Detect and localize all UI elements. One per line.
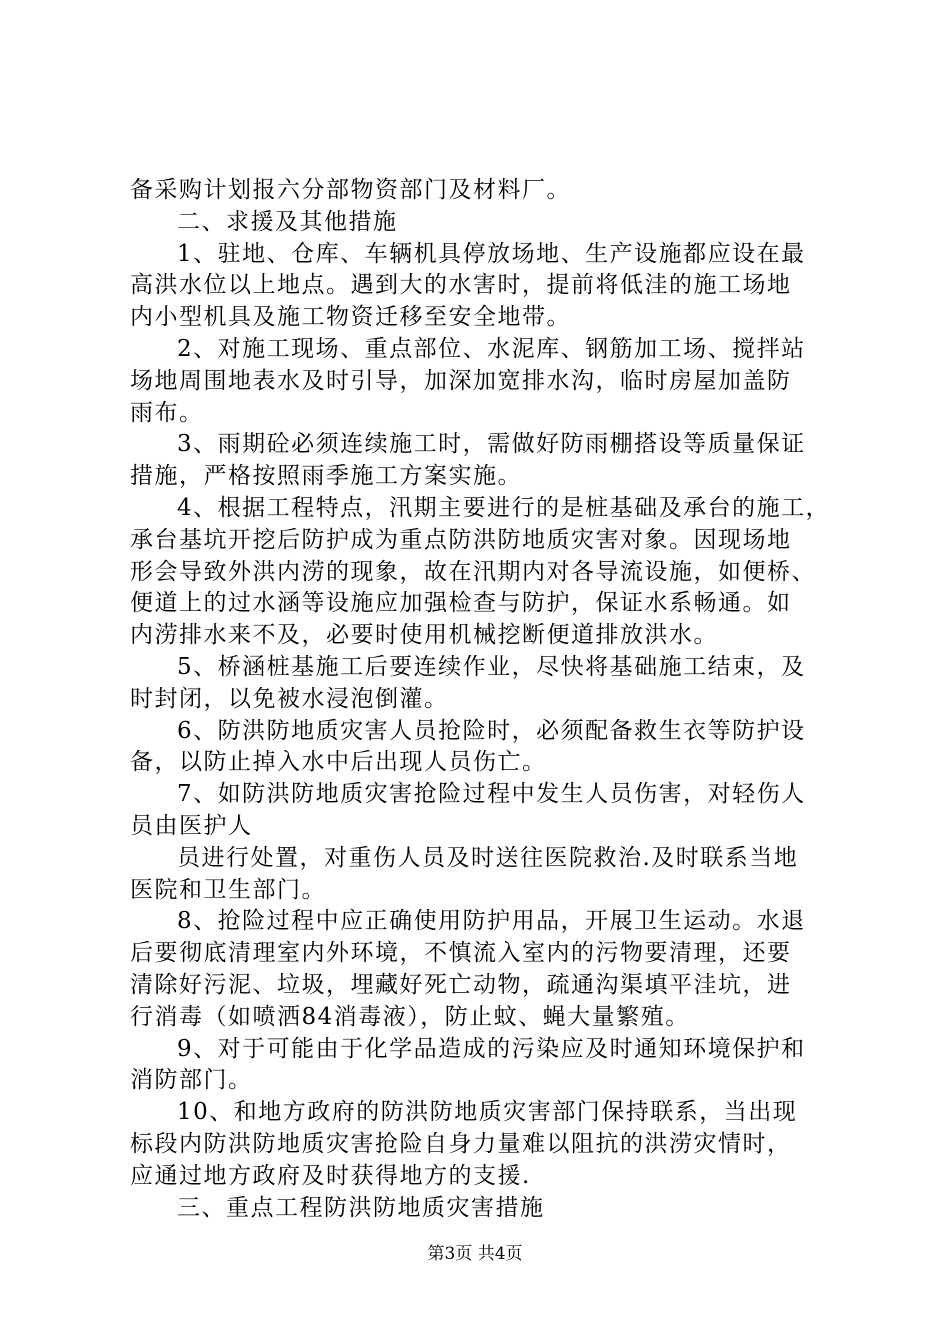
text-line: 雨布。 [130, 400, 204, 426]
text-line: 消防部门。 [130, 1067, 253, 1093]
text-line: 行消毒（如喷洒84消毒液），防止蚊、蝇大量繁殖。 [130, 1004, 690, 1030]
text-line: 医院和卫生部门。 [130, 877, 326, 903]
text-line: 内小型机具及施工物资迁移至安全地带。 [130, 304, 571, 330]
text-line: 5、桥涵桩基施工后要连续作业，尽快将基础施工结束，及 [177, 654, 806, 680]
text-line: 措施，严格按照雨季施工方案实施。 [130, 463, 522, 489]
text-line: 员由医护人 [130, 813, 253, 839]
section-heading: 三、重点工程防洪防地质灾害措施 [177, 1195, 545, 1221]
text-line: 备采购计划报六分部物资部门及材料厂。 [130, 177, 571, 203]
text-line: 清除好污泥、垃圾，埋藏好死亡动物，疏通沟渠填平洼坑，进 [130, 972, 792, 998]
text-line: 3、雨期砼必须连续施工时，需做好防雨棚搭设等质量保证 [177, 431, 806, 457]
text-line: 1、驻地、仓库、车辆机具停放场地、生产设施都应设在最 [177, 241, 806, 267]
text-line: 10、和地方政府的防洪防地质灾害部门保持联系，当出现 [177, 1099, 798, 1125]
text-line: 2、对施工现场、重点部位、水泥库、钢筋加工场、搅拌站 [177, 336, 806, 362]
text-line: 8、抢险过程中应正确使用防护用品，开展卫生运动。水退 [177, 908, 806, 934]
text-line: 场地周围地表水及时引导，加深加宽排水沟，临时房屋加盖防 [130, 368, 792, 394]
text-line: 4、根据工程特点，汛期主要进行的是桩基础及承台的施工， [177, 495, 831, 521]
text-line: 应通过地方政府及时获得地方的支援. [130, 1163, 531, 1189]
text-line: 6、防洪防地质灾害人员抢险时，必须配备救生衣等防护设 [177, 718, 806, 744]
text-line: 承台基坑开挖后防护成为重点防洪防地质灾害对象。因现场地 [130, 527, 792, 553]
text-line: 员进行处置，对重伤人员及时送往医院救治.及时联系当地 [177, 845, 799, 871]
page-footer: 第3页 共4页 [427, 1244, 523, 1264]
text-line: 内涝排水来不及，必要时使用机械挖断便道排放洪水。 [130, 622, 718, 648]
text-line: 便道上的过水涵等设施应加强检查与防护，保证水系畅通。如 [130, 590, 792, 616]
text-line: 时封闭，以免被水浸泡倒灌。 [130, 686, 449, 712]
text-line: 备，以防止掉入水中后出现人员伤亡。 [130, 749, 547, 775]
text-line: 标段内防洪防地质灾害抢险自身力量难以阻抗的洪涝灾情时， [130, 1131, 792, 1157]
text-line: 高洪水位以上地点。遇到大的水害时，提前将低洼的施工场地 [130, 272, 792, 298]
text-line: 7、如防洪防地质灾害抢险过程中发生人员伤害，对轻伤人 [177, 781, 806, 807]
text-line: 形会导致外洪内涝的现象，故在汛期内对各导流设施，如便桥、 [130, 559, 816, 585]
section-heading: 二、求援及其他措施 [177, 209, 398, 235]
text-line: 9、对于可能由于化学品造成的污染应及时通知环境保护和 [177, 1036, 806, 1062]
text-line: 后要彻底清理室内外环境，不慎流入室内的污物要清理，还要 [130, 940, 792, 966]
